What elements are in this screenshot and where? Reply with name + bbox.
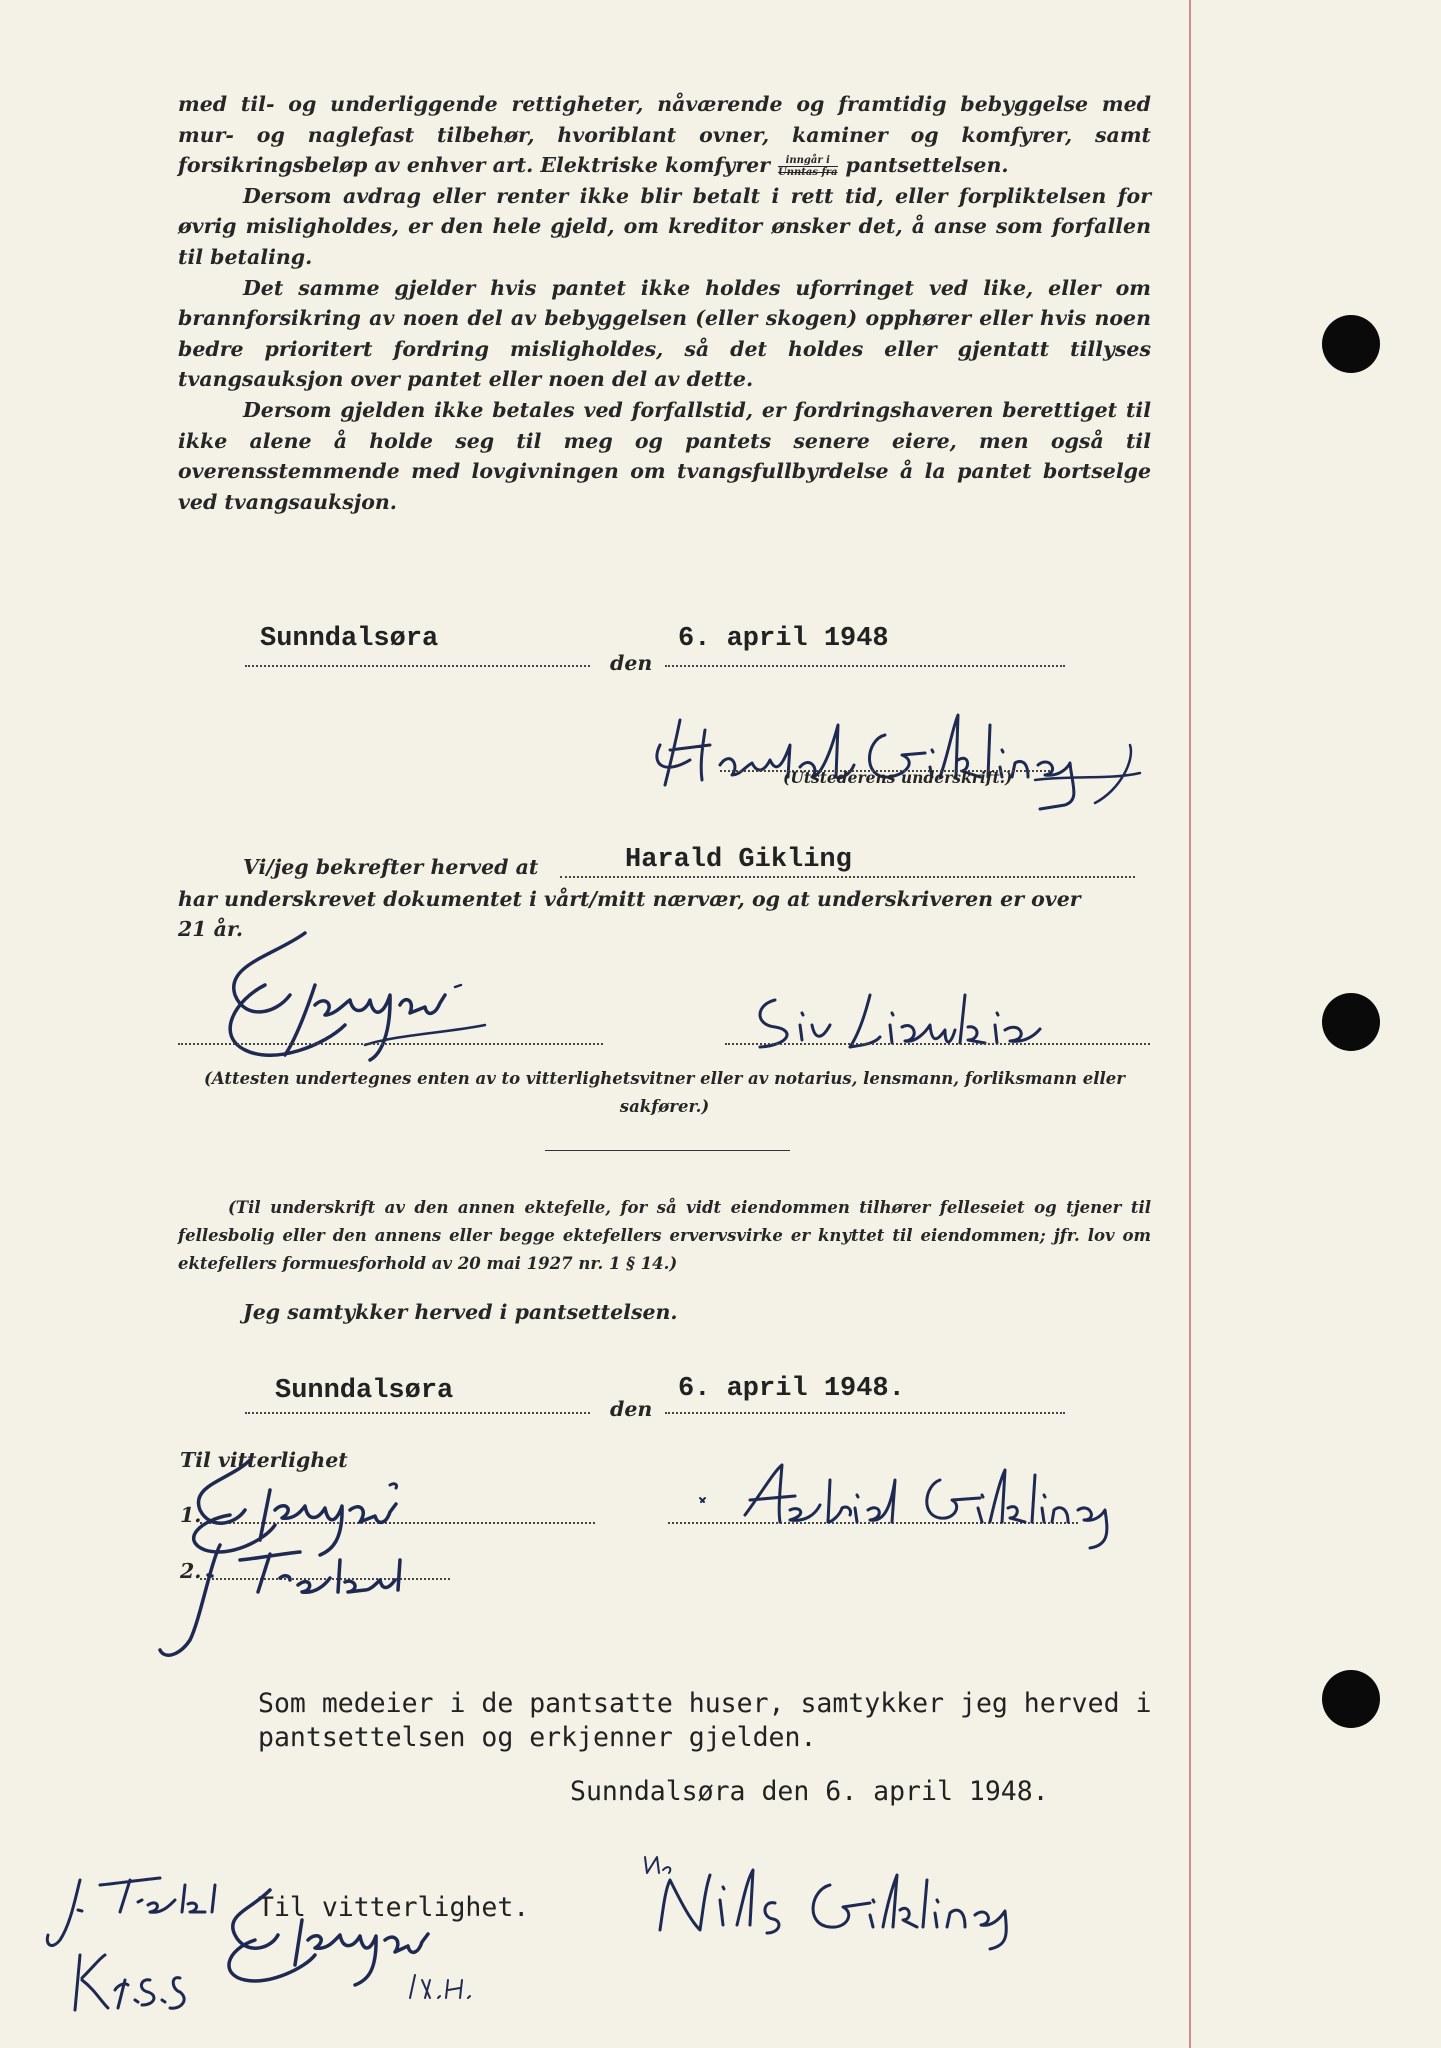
witness-2-signature [150, 1530, 430, 1670]
witness-label: Til vitterlighet [180, 1448, 348, 1472]
attestation-name-line [560, 876, 1135, 878]
date-2-dotted-line [665, 1412, 1065, 1414]
spouse-note-text: (Til underskrift av den annen ektefelle, for så vidt eiendommen tilhører felleseiet og tjener til fellesbolig eller den annens eller begge ektefellers ervervsvirke er knyttet til eiendommen; jfr. lov om ektefellers formuesforhold av 20 mai 1927 nr. 1 § 14.) [178, 1198, 1151, 1273]
fraction-bottom: Unntas fra [778, 167, 838, 179]
date-1: 6. april 1948 [678, 624, 889, 654]
paragraph-1 [178, 89, 1151, 181]
binder-hole-3 [1322, 1670, 1380, 1728]
place-2-dotted-line [245, 1412, 590, 1414]
witness-signature-b [740, 985, 1120, 1060]
paragraph-1-end: pantsettelsen. [845, 153, 1009, 178]
paragraph-1-text: med til- og underliggende rettigheter, nåværende og framtidig bebyggelse med mur- og naglefast tilbehør, hvoriblant ovner, kaminer og komfyrer, samt forsikringsbeløp av enhver art. Elektriske komfyrer [178, 92, 1151, 178]
witness-b-line [725, 1043, 1150, 1045]
witness-signature-bottom [210, 1880, 510, 2000]
date-2: 6. april 1948. [678, 1374, 905, 1404]
margin-rule [1189, 0, 1191, 2048]
spouse-signature [690, 1460, 1130, 1550]
attestation-note: (Attesten undertegnes enten av to vitterlighetsvitner eller av notarius, lensmann, forliksmann eller sakfører.) [204, 1069, 1125, 1116]
section-divider [545, 1150, 790, 1151]
place-2: Sunndalsøra [275, 1376, 454, 1406]
addendum-place-date: Sunndalsøra den 6. april 1948. [570, 1776, 1049, 1807]
attestation-intro: Vi/jeg bekrefter herved at [243, 855, 539, 879]
spouse-note [178, 1194, 1151, 1278]
paragraph-3: Det samme gjelder hvis pantet ikke holdes uforringet ved like, eller om brannforsikring av noen del av bebyggelsen (eller skogen) opphører eller hvis noen bedre prioritert fordring misligholdes, så det holdes eller gjentatt tillyses tvangsauksjon over pantet eller noen del av dette. [178, 275, 1151, 392]
attestation-name: Harald Gikling [625, 845, 852, 875]
den-label-1: den [610, 651, 653, 675]
witness-a-line [178, 1043, 603, 1045]
paragraph-2: Dersom avdrag eller renter ikke blir betalt i rett tid, eller forpliktelsen for øvrig misligholdes, er den hele gjeld, om kreditor ønsker det, å anse som forfallen til betaling. [178, 183, 1151, 269]
binder-hole-1 [1322, 315, 1380, 373]
witness-number-1: 1. [180, 1503, 202, 1527]
witness-signature-a [205, 925, 525, 1085]
paragraph-4: Dersom gjelden ikke betales ved forfallstid, er fordringshaveren berettiget til ikke alene å holde seg til meg og pantets senere eiere, men også til overensstemmende med lovgivningen om tvangsfullbyrdelse å la pantet bortselge ved tvangsauksjon. [178, 397, 1151, 514]
attestation-line-2: har underskrevet dokumentet i vårt/mitt nærvær, og at underskriveren er over [178, 887, 1081, 911]
den-label-2: den [610, 1397, 653, 1421]
addendum-line-1: Som medeier i de pantsatte huser, samtykker jeg herved i [258, 1688, 1152, 1719]
consent-text: Jeg samtykker herved i pantsettelsen. [243, 1300, 678, 1324]
issuer-signature [640, 705, 1200, 810]
fraction-top: inngår i [778, 155, 838, 167]
place-1-dotted-line [245, 665, 590, 667]
body-text [178, 89, 1151, 517]
issuer-signature-label: (Utstederens underskrift.) [783, 768, 1013, 787]
attestation-line-3: 21 år. [178, 917, 244, 941]
fraction-choice [778, 155, 838, 178]
date-1-dotted-line [665, 665, 1065, 667]
addendum-line-2: pantsettelsen og erkjenner gjelden. [258, 1722, 817, 1753]
addendum-witness-label: Til vitterlighet. [258, 1892, 530, 1923]
co-owner-signature [635, 1845, 1055, 1955]
place-1: Sunndalsøra [260, 624, 439, 654]
binder-hole-2 [1322, 993, 1380, 1051]
witness-number-2: 2. [180, 1559, 202, 1583]
